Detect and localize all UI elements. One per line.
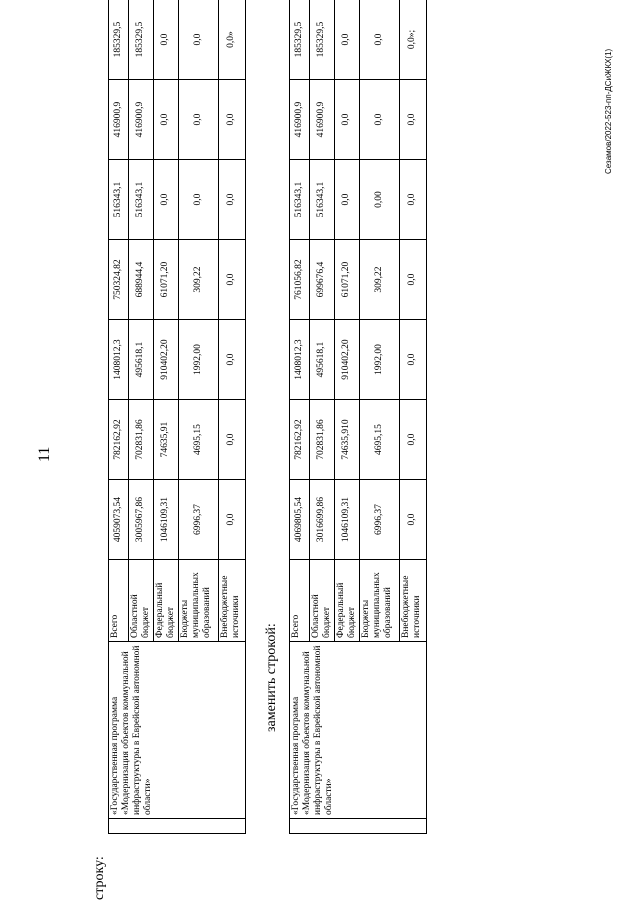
value-cell: 702831,86 (129, 400, 154, 480)
funding-source-cell: Внебюджетные источники (218, 560, 245, 642)
value-cell: 185329,5 (310, 0, 335, 80)
value-cell: 0,00 (359, 160, 399, 240)
program-name-cell: «Государственная программа «Модернизация объектов коммунальной инфраструктуры в Еврейской автономной области» (109, 642, 246, 819)
value-cell: 1992,00 (359, 320, 399, 400)
value-cell: 0,0 (359, 80, 399, 160)
value-cell: 0,0 (178, 0, 218, 80)
value-cell: 61071,20 (334, 240, 359, 320)
value-cell: 74635,910 (334, 400, 359, 480)
value-cell: 495618,1 (129, 320, 154, 400)
value-cell: 74635,91 (153, 400, 178, 480)
funding-source-cell: Областной бюджет (129, 560, 154, 642)
new-table (289, 0, 427, 834)
value-cell: 6996,37 (178, 480, 218, 560)
value-cell: 0,0 (334, 80, 359, 160)
value-cell: 416900,9 (310, 80, 335, 160)
value-cell: 416900,9 (109, 80, 129, 160)
value-cell: 1408012,3 (109, 320, 129, 400)
value-cell: 516343,1 (129, 160, 154, 240)
value-cell: 0,0 (178, 80, 218, 160)
value-cell: 702831,86 (310, 400, 335, 480)
value-cell: 0,0 (153, 160, 178, 240)
value-cell: 0,0 (218, 160, 245, 240)
table-row (109, 0, 129, 834)
funding-source-cell: Областной бюджет (310, 560, 335, 642)
value-cell: 61071,20 (153, 240, 178, 320)
value-cell: 1046109,31 (334, 480, 359, 560)
value-cell: 4695,15 (359, 400, 399, 480)
value-cell: 4695,15 (178, 400, 218, 480)
table-row (290, 0, 310, 834)
value-cell: 750324,82 (109, 240, 129, 320)
value-cell: 0,0 (153, 0, 178, 80)
value-cell: 0,0» (218, 0, 245, 80)
value-cell: 0,0 (399, 80, 426, 160)
new-row-label: заменить строкой: (264, 623, 279, 732)
value-cell: 0,0 (153, 80, 178, 160)
value-cell: 0,0»; (399, 0, 426, 80)
value-cell: 782162,92 (109, 400, 129, 480)
value-cell: 6996,37 (359, 480, 399, 560)
old-table (108, 0, 246, 834)
value-cell: 699676,4 (310, 240, 335, 320)
value-cell: 0,0 (359, 0, 399, 80)
funding-source-cell: Всего (109, 560, 129, 642)
value-cell: 3005967,86 (129, 480, 154, 560)
funding-source-cell: Федеральный бюджет (153, 560, 178, 642)
value-cell: 1992,00 (178, 320, 218, 400)
value-cell: 416900,9 (290, 80, 310, 160)
value-cell: 910402,20 (334, 320, 359, 400)
value-cell: 0,0 (399, 400, 426, 480)
value-cell: 185329,5 (129, 0, 154, 80)
value-cell: 185329,5 (109, 0, 129, 80)
value-cell: 516343,1 (310, 160, 335, 240)
value-cell: 1408012,3 (290, 320, 310, 400)
document-footer: Сезамов/2022-523-пп-ДСиЖКХ(1) (604, 48, 613, 174)
value-cell: 309,22 (178, 240, 218, 320)
value-cell: 0,0 (334, 160, 359, 240)
value-cell: 0,0 (178, 160, 218, 240)
value-cell: 910402,20 (153, 320, 178, 400)
value-cell: 0,0 (218, 240, 245, 320)
value-cell: 495618,1 (310, 320, 335, 400)
value-cell: 0,0 (218, 400, 245, 480)
value-cell: 0,0 (399, 480, 426, 560)
empty-cell (290, 819, 427, 834)
value-cell: 0,0 (334, 0, 359, 80)
funding-source-cell: Внебюджетные источники (399, 560, 426, 642)
value-cell: 0,0 (218, 320, 245, 400)
value-cell: 0,0 (218, 80, 245, 160)
value-cell: 761056,82 (290, 240, 310, 320)
value-cell: 0,0 (399, 320, 426, 400)
funding-source-cell: Федеральный бюджет (334, 560, 359, 642)
value-cell: 4069805,54 (290, 480, 310, 560)
funding-source-cell: Бюджеты муниципальных образований (359, 560, 399, 642)
funding-source-cell: Всего (290, 560, 310, 642)
value-cell: 516343,1 (290, 160, 310, 240)
value-cell: 0,0 (399, 240, 426, 320)
value-cell: 688944,4 (129, 240, 154, 320)
value-cell: 416900,9 (129, 80, 154, 160)
funding-source-cell: Бюджеты муниципальных образований (178, 560, 218, 642)
value-cell: 0,0 (399, 160, 426, 240)
program-name-cell: «Государственная программа «Модернизация объектов коммунальной инфраструктуры в Еврейской автономной области» (290, 642, 427, 819)
value-cell: 309,22 (359, 240, 399, 320)
value-cell: 0,0 (218, 480, 245, 560)
value-cell: 3016699,86 (310, 480, 335, 560)
empty-cell (109, 819, 246, 834)
value-cell: 1046109,31 (153, 480, 178, 560)
page-number: 11 (36, 446, 53, 462)
value-cell: 4059073,54 (109, 480, 129, 560)
value-cell: 185329,5 (290, 0, 310, 80)
old-row-label: строку: (92, 856, 107, 900)
value-cell: 782162,92 (290, 400, 310, 480)
value-cell: 516343,1 (109, 160, 129, 240)
